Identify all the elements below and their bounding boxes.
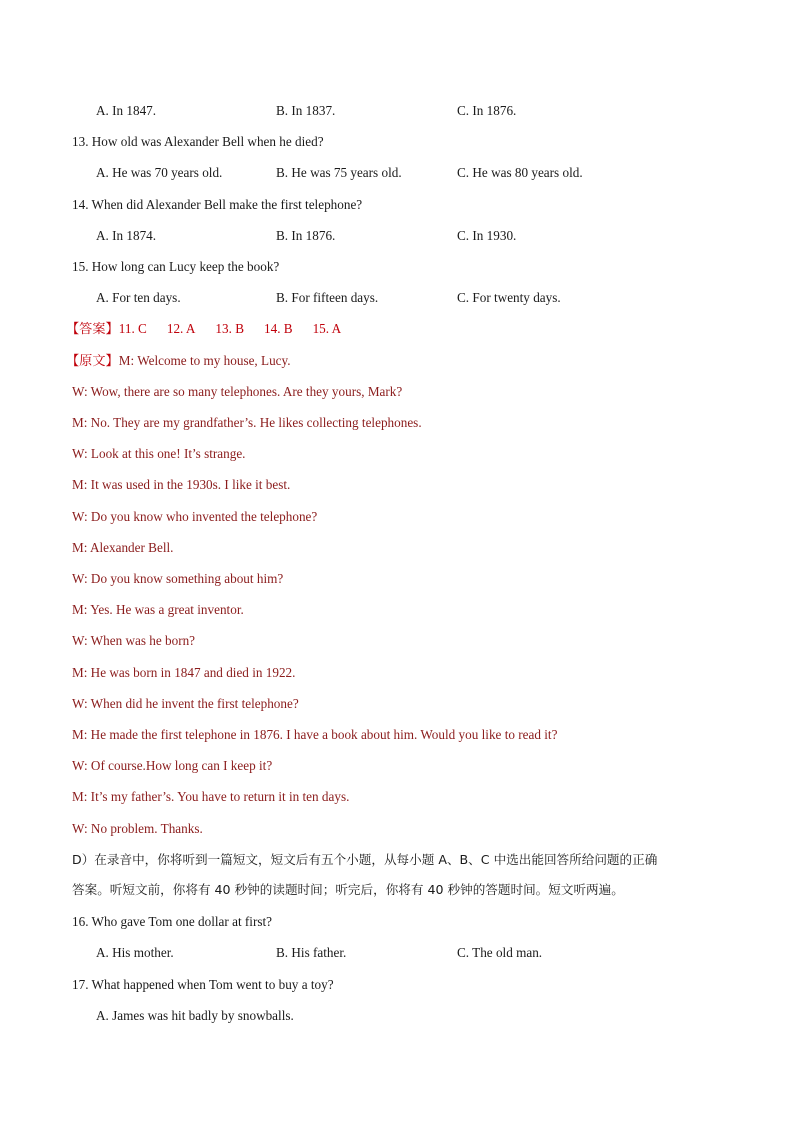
q14-options [96, 228, 736, 244]
section-d-instructions-line2: 答案。听短文前，你将有 40 秒钟的读题时间；听完后，你将有 40 秒钟的答题时间。短文听两遍。 [72, 882, 624, 897]
q15-option-a: A. For ten days. [96, 290, 181, 305]
transcript-line: W: Look at this one! It’s strange. [72, 446, 246, 461]
q16-option-a: A. His mother. [96, 945, 174, 960]
section-d-instructions-line1: D）在录音中，你将听到一篇短文，短文后有五个小题，从每小题 A、B、C 中选出能回答所给问题的正确 [72, 852, 658, 867]
q14-option-c: C. In 1930. [457, 228, 517, 243]
answer-item: 13. B [215, 321, 244, 336]
transcript-line: W: When was he born? [72, 633, 196, 648]
transcript-line [66, 353, 291, 369]
q17-options [96, 1008, 736, 1024]
transcript-line: W: Wow, there are so many telephones. Are they yours, Mark? [72, 384, 403, 399]
answer-item: 15. A [312, 321, 342, 336]
q12-options [96, 103, 736, 119]
answer-item: 11. C [118, 321, 147, 336]
q14-option-b: B. In 1876. [276, 228, 336, 243]
q14-stem: 14. When did Alexander Bell make the first telephone? [72, 197, 363, 212]
transcript-line: M: It’s my father’s. You have to return it in ten days. [72, 789, 350, 804]
answer-key [66, 321, 361, 337]
q15-options [96, 290, 736, 306]
q17-stem: 17. What happened when Tom went to buy a toy? [72, 977, 334, 992]
transcript-line: M: No. They are my grandfather’s. He likes collecting telephones. [72, 415, 422, 430]
q12-option-a: A. In 1847. [96, 103, 157, 118]
transcript-line: M: He made the first telephone in 1876. I have a book about him. Would you like to read it? [72, 727, 558, 742]
answer-item: 12. A [166, 321, 196, 336]
transcript-line: M: It was used in the 1930s. I like it best. [72, 477, 291, 492]
transcript-tag: 【原文】 [66, 353, 119, 368]
q16-options [96, 945, 736, 961]
q12-option-b: B. In 1837. [276, 103, 336, 118]
transcript-text: M: Welcome to my house, Lucy. [118, 353, 291, 368]
q16-option-c: C. The old man. [457, 945, 543, 960]
q12-option-c: C. In 1876. [457, 103, 517, 118]
q13-options [96, 165, 736, 181]
transcript-line: M: Yes. He was a great inventor. [72, 602, 244, 617]
q13-option-c: C. He was 80 years old. [457, 165, 583, 180]
q16-stem: 16. Who gave Tom one dollar at first? [72, 914, 273, 929]
answer-item: 14. B [264, 321, 293, 336]
q15-option-b: B. For fifteen days. [276, 290, 379, 305]
transcript-line: W: When did he invent the first telephone? [72, 696, 299, 711]
q16-option-b: B. His father. [276, 945, 347, 960]
transcript-line: W: Of course.How long can I keep it? [72, 758, 273, 773]
q17-option-a: A. James was hit badly by snowballs. [96, 1008, 294, 1023]
answer-tag: 【答案】 [66, 321, 119, 336]
transcript-line: W: Do you know who invented the telephone? [72, 509, 318, 524]
q15-option-c: C. For twenty days. [457, 290, 561, 305]
transcript-line: M: Alexander Bell. [72, 540, 174, 555]
transcript-line: W: Do you know something about him? [72, 571, 284, 586]
q14-option-a: A. In 1874. [96, 228, 157, 243]
q15-stem: 15. How long can Lucy keep the book? [72, 259, 280, 274]
transcript-line: M: He was born in 1847 and died in 1922. [72, 665, 296, 680]
q13-option-a: A. He was 70 years old. [96, 165, 223, 180]
q13-option-b: B. He was 75 years old. [276, 165, 402, 180]
q13-stem: 13. How old was Alexander Bell when he died? [72, 134, 324, 149]
transcript-line: W: No problem. Thanks. [72, 821, 203, 836]
